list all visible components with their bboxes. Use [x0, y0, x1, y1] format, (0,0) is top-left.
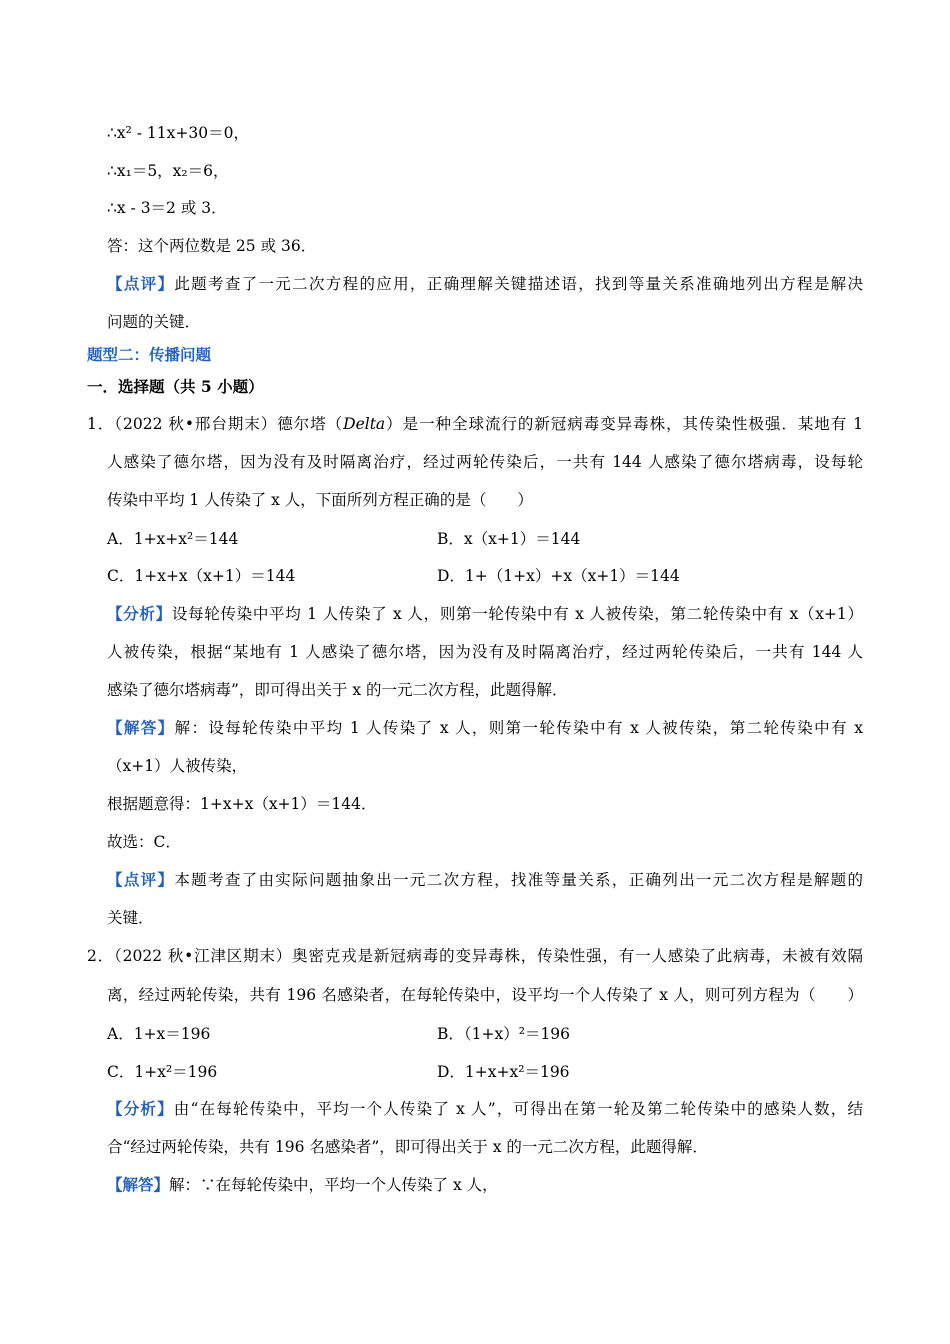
solution-tag: 【解答】: [107, 718, 175, 737]
section-subtitle: 一．选择题（共 5 小题）: [87, 377, 264, 396]
q1-comment-2: 关键．: [107, 909, 154, 927]
answer-line: 答：这个两位数是 25 或 36．: [107, 237, 317, 255]
q1-solution-3: 根据题意得：1+x+x（x+1）＝144．: [107, 795, 377, 813]
q2-option-d: D．1+x+x²＝196: [437, 1063, 570, 1081]
q1-line-3: 传染中平均 1 人传染了 x 人，下面所列方程正确的是（ ）: [107, 491, 533, 509]
q2-solution-1: [107, 1175, 498, 1195]
q2-analysis-2: 合“经过两轮传染，共有 196 名感染者”，即可得出关于 x 的一元二次方程，此题得解．: [107, 1138, 708, 1156]
q1-source: （2022 秋•邢台期末）德尔塔（: [114, 415, 344, 433]
section-title: 题型二：传播问题: [87, 345, 212, 364]
q1-analysis-2: 人被传染，根据“某地有 1 人感染了德尔塔，因为没有及时隔离治疗，经过两轮传染后，一共有 144 人: [107, 643, 863, 661]
q2-option-c: C．1+x²＝196: [107, 1063, 218, 1081]
q1-analysis-text: 设每轮传染中平均 1 人传染了 x 人，则第一轮传染中有 x 人被传染，第二轮传染中有 x（x+1）: [171, 605, 863, 623]
q2-line1-text: （2022 秋•江津区期末）奥密克戎是新冠病毒的变异毒株，传染性强，有一人感染了此病毒，未被有效隔: [114, 947, 863, 965]
analysis-tag: 【分析】: [107, 1099, 174, 1118]
q1-solution-2: （x+1）人被传染，: [107, 757, 248, 775]
q2-analysis-1: [107, 1099, 863, 1119]
q1-analysis-1: [107, 604, 863, 624]
comment-text: 此题考查了一元二次方程的应用，正确理解关键描述语，找到等量关系准确地列出方程是解决: [174, 275, 863, 293]
step-line-3: ∴x - 3＝2 或 3．: [107, 199, 227, 217]
q1-choice: 故选：C．: [107, 833, 181, 851]
q2-option-a: A．1+x＝196: [107, 1025, 211, 1043]
q1-option-b: B．x（x+1）＝144: [437, 530, 581, 548]
q2-line-2: 离，经过两轮传染，共有 196 名感染者，在每轮传染中，设平均一个人传染了 x 人，则可列方程为（ ）: [107, 986, 863, 1004]
q1-option-c: C．1+x+x（x+1）＝144: [107, 567, 296, 585]
q1-line-1: [87, 414, 863, 434]
step-line-1: ∴x² - 11x+30＝0，: [107, 124, 249, 142]
prev-comment-line-1: [107, 274, 863, 294]
q1-solution-text: 解：设每轮传染中平均 1 人传染了 x 人，则第一轮传染中有 x 人被传染，第二轮传染中有 x: [174, 719, 863, 737]
q2-analysis-text: 由“在每轮传染中，平均一个人传染了 x 人”，可得出在第一轮及第二轮传染中的感染人数，结: [173, 1100, 863, 1118]
q2-option-b: B．（1+x）²＝196: [437, 1025, 571, 1043]
prev-comment-line-2: 问题的关键．: [107, 313, 201, 331]
q1-number: 1．: [87, 415, 115, 433]
q1-comment-text: 本题考查了由实际问题抽象出一元二次方程，找准等量关系，正确列出一元二次方程是解题的: [174, 871, 863, 889]
q1-option-d: D．1+（1+x）+x（x+1）＝144: [437, 567, 680, 585]
analysis-tag: 【分析】: [107, 604, 172, 623]
q2-line-1: [87, 946, 863, 966]
q1-delta: Delta: [343, 415, 386, 433]
q1-line1-rest: ）是一种全球流行的新冠病毒变异毒株，其传染性极强．某地有 1: [385, 415, 863, 433]
step-line-2: ∴x₁＝5，x₂＝6，: [107, 162, 229, 180]
solution-tag: 【解答】: [107, 1175, 170, 1194]
q2-solution-text: 解：∵在每轮传染中，平均一个人传染了 x 人，: [169, 1176, 498, 1194]
q1-option-a: A．1+x+x²＝144: [107, 530, 239, 548]
q2-number: 2．: [87, 947, 115, 965]
comment-tag: 【点评】: [107, 274, 175, 293]
q1-comment-1: [107, 870, 863, 890]
comment-tag: 【点评】: [107, 870, 175, 889]
q1-line-2: 人感染了德尔塔，因为没有及时隔离治疗，经过两轮传染后，一共有 144 人感染了德尔塔病毒，设每轮: [107, 453, 863, 471]
q1-solution-1: [107, 718, 863, 738]
q1-analysis-3: 感染了德尔塔病毒”，即可得出关于 x 的一元二次方程，此题得解．: [107, 681, 568, 699]
